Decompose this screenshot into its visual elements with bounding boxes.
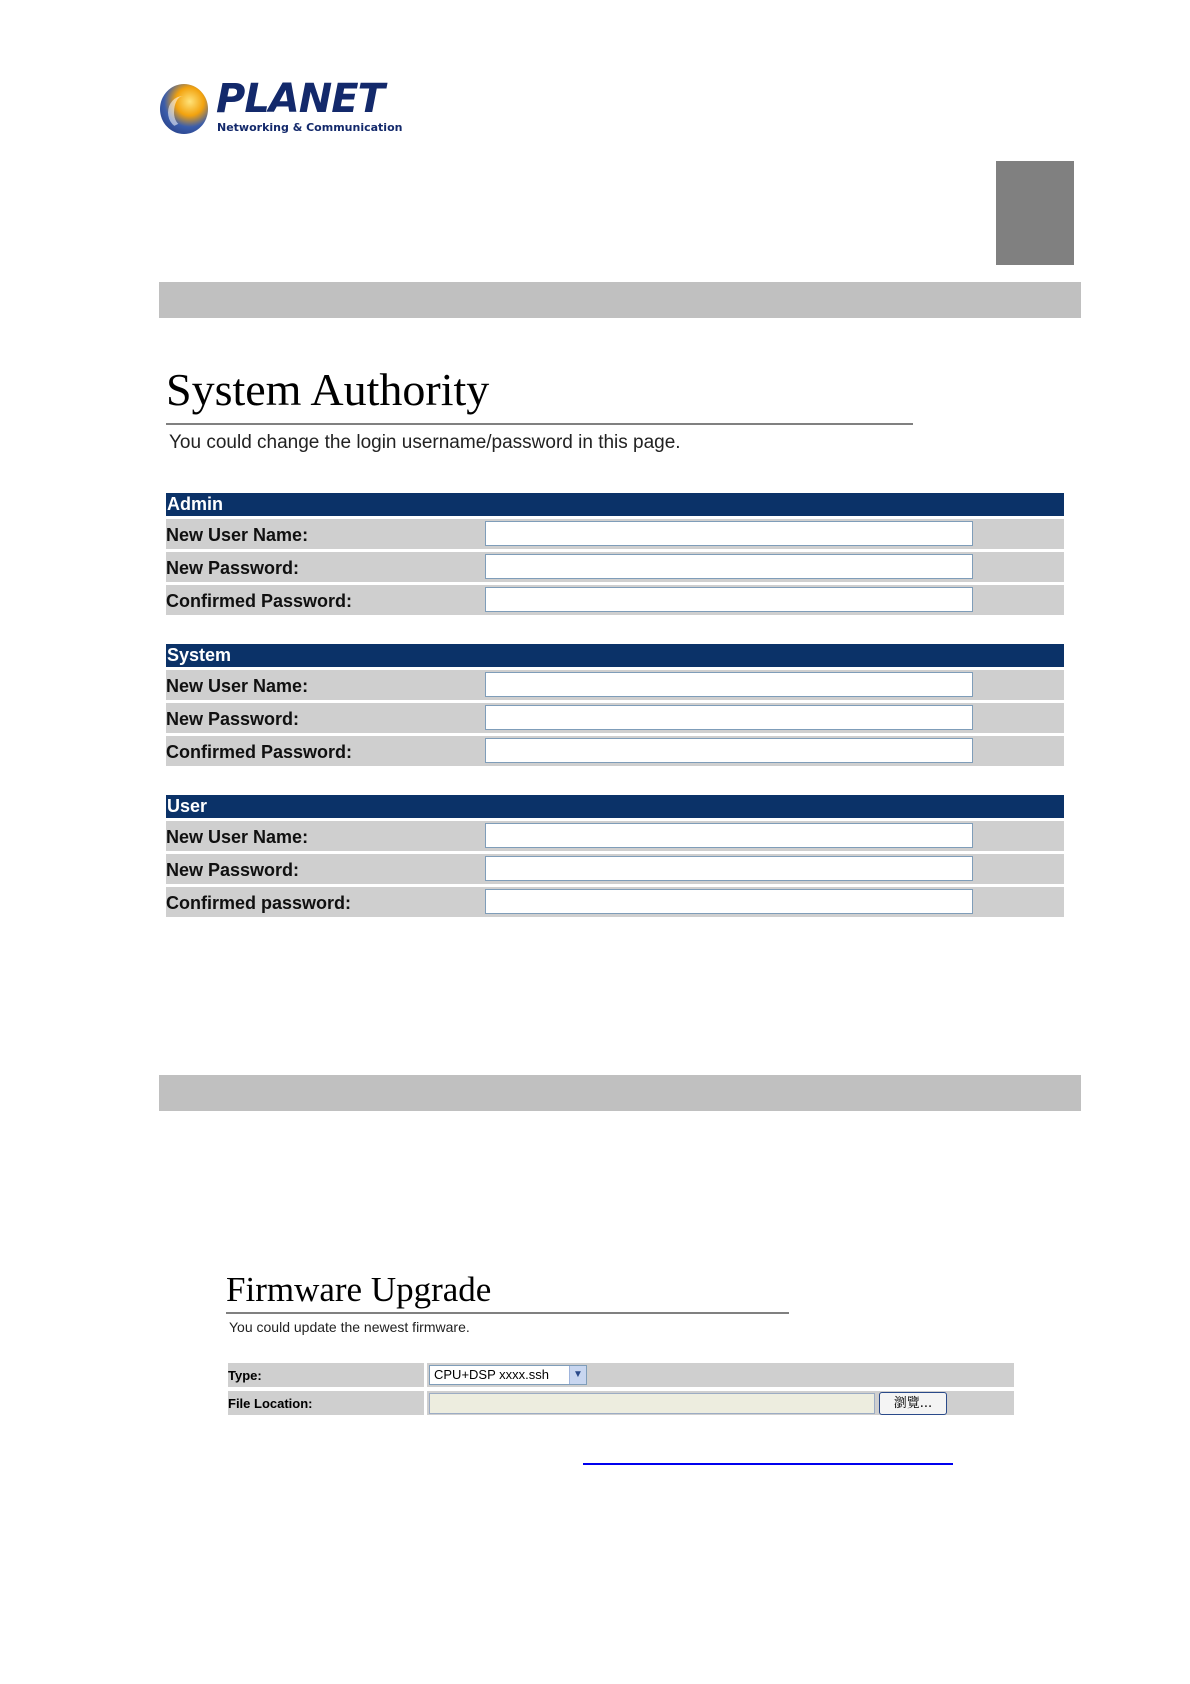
admin-confirm-password-input[interactable] (485, 587, 973, 612)
section-band (159, 1075, 1081, 1111)
planet-logo (160, 76, 403, 138)
form-row (166, 670, 1064, 700)
type-select-value: CPU+DSP xxxx.ssh (434, 1367, 549, 1382)
form-row (166, 552, 1064, 582)
title-divider (226, 1312, 789, 1314)
title-divider (166, 423, 913, 425)
file-location-input[interactable] (429, 1393, 875, 1414)
system-authority-title: System Authority (166, 364, 490, 415)
user-username-input[interactable] (485, 823, 973, 848)
chevron-down-icon[interactable]: ▼ (569, 1366, 586, 1384)
type-select[interactable] (429, 1365, 587, 1385)
logo-tagline: Networking & Communication (217, 121, 403, 134)
globe-icon (160, 84, 208, 134)
section-header-user: User (166, 795, 1064, 818)
section-band (159, 282, 1081, 318)
field-label: New Password: (166, 854, 480, 884)
field-label: New User Name: (166, 670, 480, 700)
form-row (228, 1391, 1014, 1415)
user-section (166, 795, 1064, 917)
form-row (166, 519, 1064, 549)
system-username-input[interactable] (485, 672, 973, 697)
field-label: Confirmed Password: (166, 736, 480, 766)
system-authority-description: You could change the login username/password in this page. (169, 432, 681, 453)
user-confirm-password-input[interactable] (485, 889, 973, 914)
system-confirm-password-input[interactable] (485, 738, 973, 763)
form-row (166, 821, 1064, 851)
file-location-label: File Location: (228, 1391, 424, 1415)
firmware-form (228, 1363, 1014, 1419)
admin-section (166, 493, 1064, 615)
admin-password-input[interactable] (485, 554, 973, 579)
hyperlink-underline[interactable] (583, 1463, 953, 1465)
section-header-admin: Admin (166, 493, 1064, 516)
system-password-input[interactable] (485, 705, 973, 730)
field-label: Confirmed password: (166, 887, 480, 917)
form-row (166, 703, 1064, 733)
firmware-upgrade-description: You could update the newest firmware. (229, 1319, 470, 1335)
system-section (166, 644, 1064, 766)
form-row (166, 854, 1064, 884)
field-label: New Password: (166, 703, 480, 733)
form-row (166, 585, 1064, 615)
form-row (166, 736, 1064, 766)
section-header-system: System (166, 644, 1064, 667)
admin-username-input[interactable] (485, 521, 973, 546)
form-row (166, 887, 1064, 917)
type-label: Type: (228, 1363, 424, 1387)
firmware-upgrade-title: Firmware Upgrade (226, 1270, 492, 1309)
field-label: New User Name: (166, 519, 480, 549)
user-password-input[interactable] (485, 856, 973, 881)
logo-wordmark: PLANET (216, 76, 384, 122)
field-label: Confirmed Password: (166, 585, 480, 615)
browse-button[interactable]: 瀏覽... (879, 1392, 947, 1415)
chapter-marker (996, 161, 1074, 265)
field-label: New User Name: (166, 821, 480, 851)
form-row (228, 1363, 1014, 1387)
field-label: New Password: (166, 552, 480, 582)
